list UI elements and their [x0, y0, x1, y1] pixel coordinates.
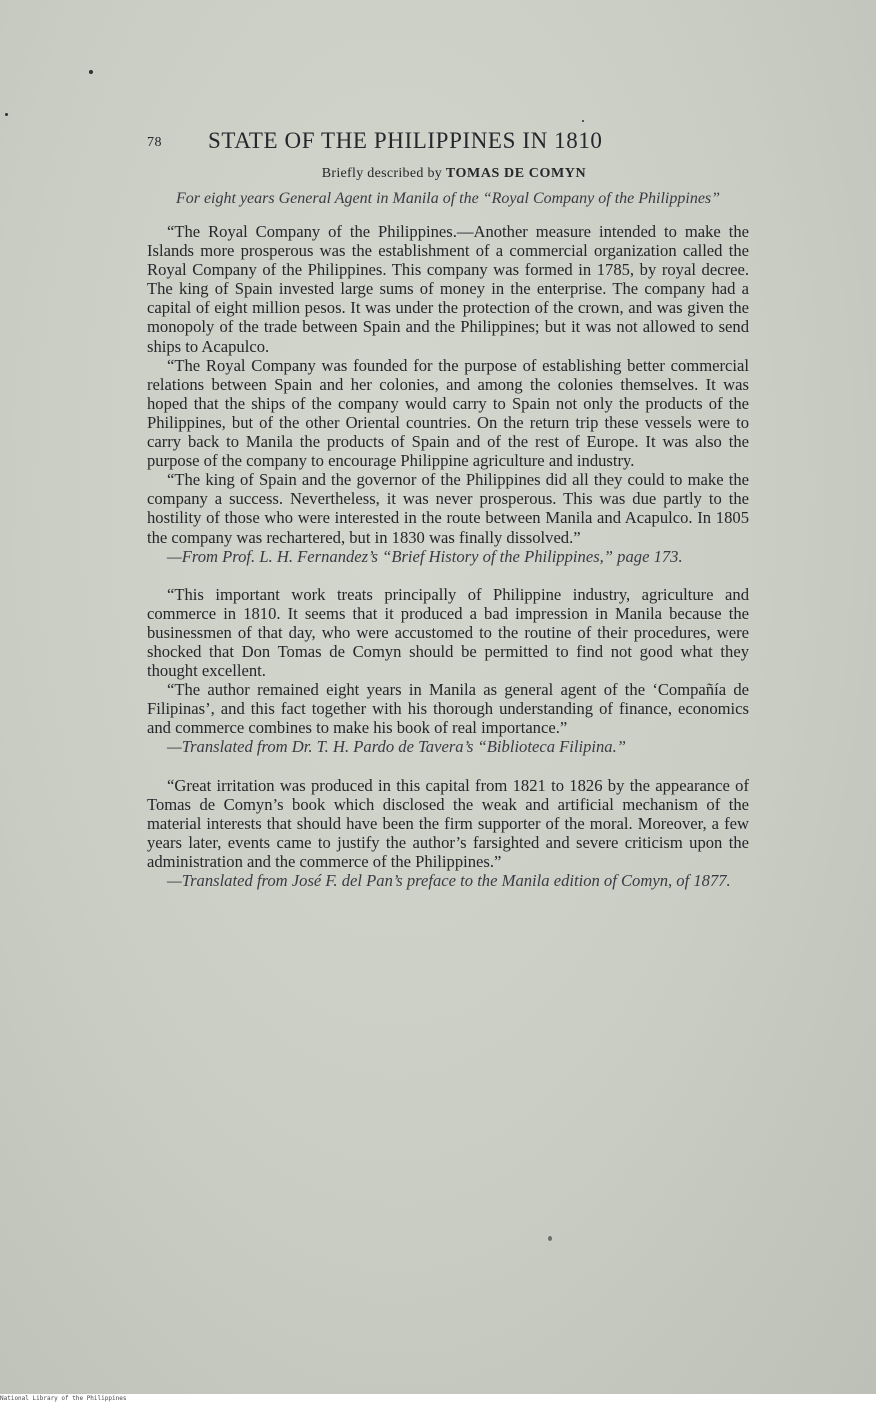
section-del-pan [147, 776, 749, 891]
section-royal-company [147, 222, 749, 566]
byline-prefix: Briefly described by [321, 166, 443, 181]
byline-author: TOMAS DE COMYN [445, 166, 587, 181]
section-gap [147, 566, 749, 585]
library-footer: National Library of the Philippines [0, 1395, 127, 1402]
subtitle: For eight years General Agent in Manila of the “Royal Company of the Philippines” [175, 190, 721, 207]
paragraph: “The Royal Company was founded for the purpose of establishing better commercial relations between Spain and her colonies, and among the colonies themselves. It was hoped that the ships of the company would carry to Spain not only the products of the Philippines, but of the other Oriental countries. On the return trip these vessels were to carry back to Manila the products of Spain and of the rest of Europe. It was also the purpose of the company to encourage Philippine agriculture and industry. [147, 355, 749, 471]
byline [147, 166, 749, 182]
paragraph: “Great irritation was produced in this capital from 1821 to 1826 by the appearance of Tomas de Comyn’s book which disclosed the weak and artificial mechanism of the material interests that should have been the firm supporter of the moral. Moreover, a few years later, events came to justify the author’s farsighted and severe criticism upon the administration and the commerce of the Philippines.” [147, 775, 749, 871]
page-content [147, 128, 749, 890]
paragraph: “The Royal Company of the Philippines.—Another measure intended to make the Islands more prosperous was the establishment of a commercial organization called the Royal Company of the Philippines. This company was formed in 1785, by royal decree. The king of Spain invested large sums of money in the enterprise. The company had a capital of eight million pesos. It was under the protection of the crown, and was given the monopoly of the trade between Spain and the Philippines; but it was not allowed to send ships to Acapulco. [147, 222, 749, 356]
page-number: 78 [147, 135, 162, 150]
citation-del-pan: —Translated from José F. del Pan’s preface to the Manila edition of Comyn, of 1877. [167, 871, 731, 890]
paragraph: “This important work treats principally of Philippine industry, agriculture and commerce in 1810. It seems that it produced a bad impression in Manila because the businessmen of that day, who were accustomed to the routine of their procedures, were shocked that Don Tomas de Comyn should be permitted to find not good what they thought excellent. [147, 584, 749, 681]
ink-speck [5, 113, 8, 116]
ink-speck [582, 120, 584, 122]
page-title: STATE OF THE PHILIPPINES IN 1810 [208, 128, 603, 153]
paragraph: “The author remained eight years in Manila as general agent of the ‘Compañía de Filipinas’, and this fact together with his thorough understanding of finance, economics and commerce combines to make his book of real importance.” [147, 680, 749, 738]
section-pardo-de-tavera [147, 585, 749, 757]
citation-fernandez: —From Prof. L. H. Fernandez’s “Brief History of the Philippines,” page 173. [167, 546, 683, 566]
citation-pardo-de-tavera: —Translated from Dr. T. H. Pardo de Tavera’s “Biblioteca Filipina.” [167, 737, 626, 757]
paragraph: “The king of Spain and the governor of the Philippines did all they could to make the company a success. Nevertheless, it was never prosperous. This was due partly to the hostility of those who were interested in the route between Manila and Acapulco. In 1805 the company was rechartered, but in 1830 was finally dissolved.” [147, 470, 749, 547]
ink-speck [548, 1236, 552, 1241]
page-header [147, 128, 749, 164]
section-gap [147, 757, 749, 776]
ink-speck [89, 70, 93, 74]
